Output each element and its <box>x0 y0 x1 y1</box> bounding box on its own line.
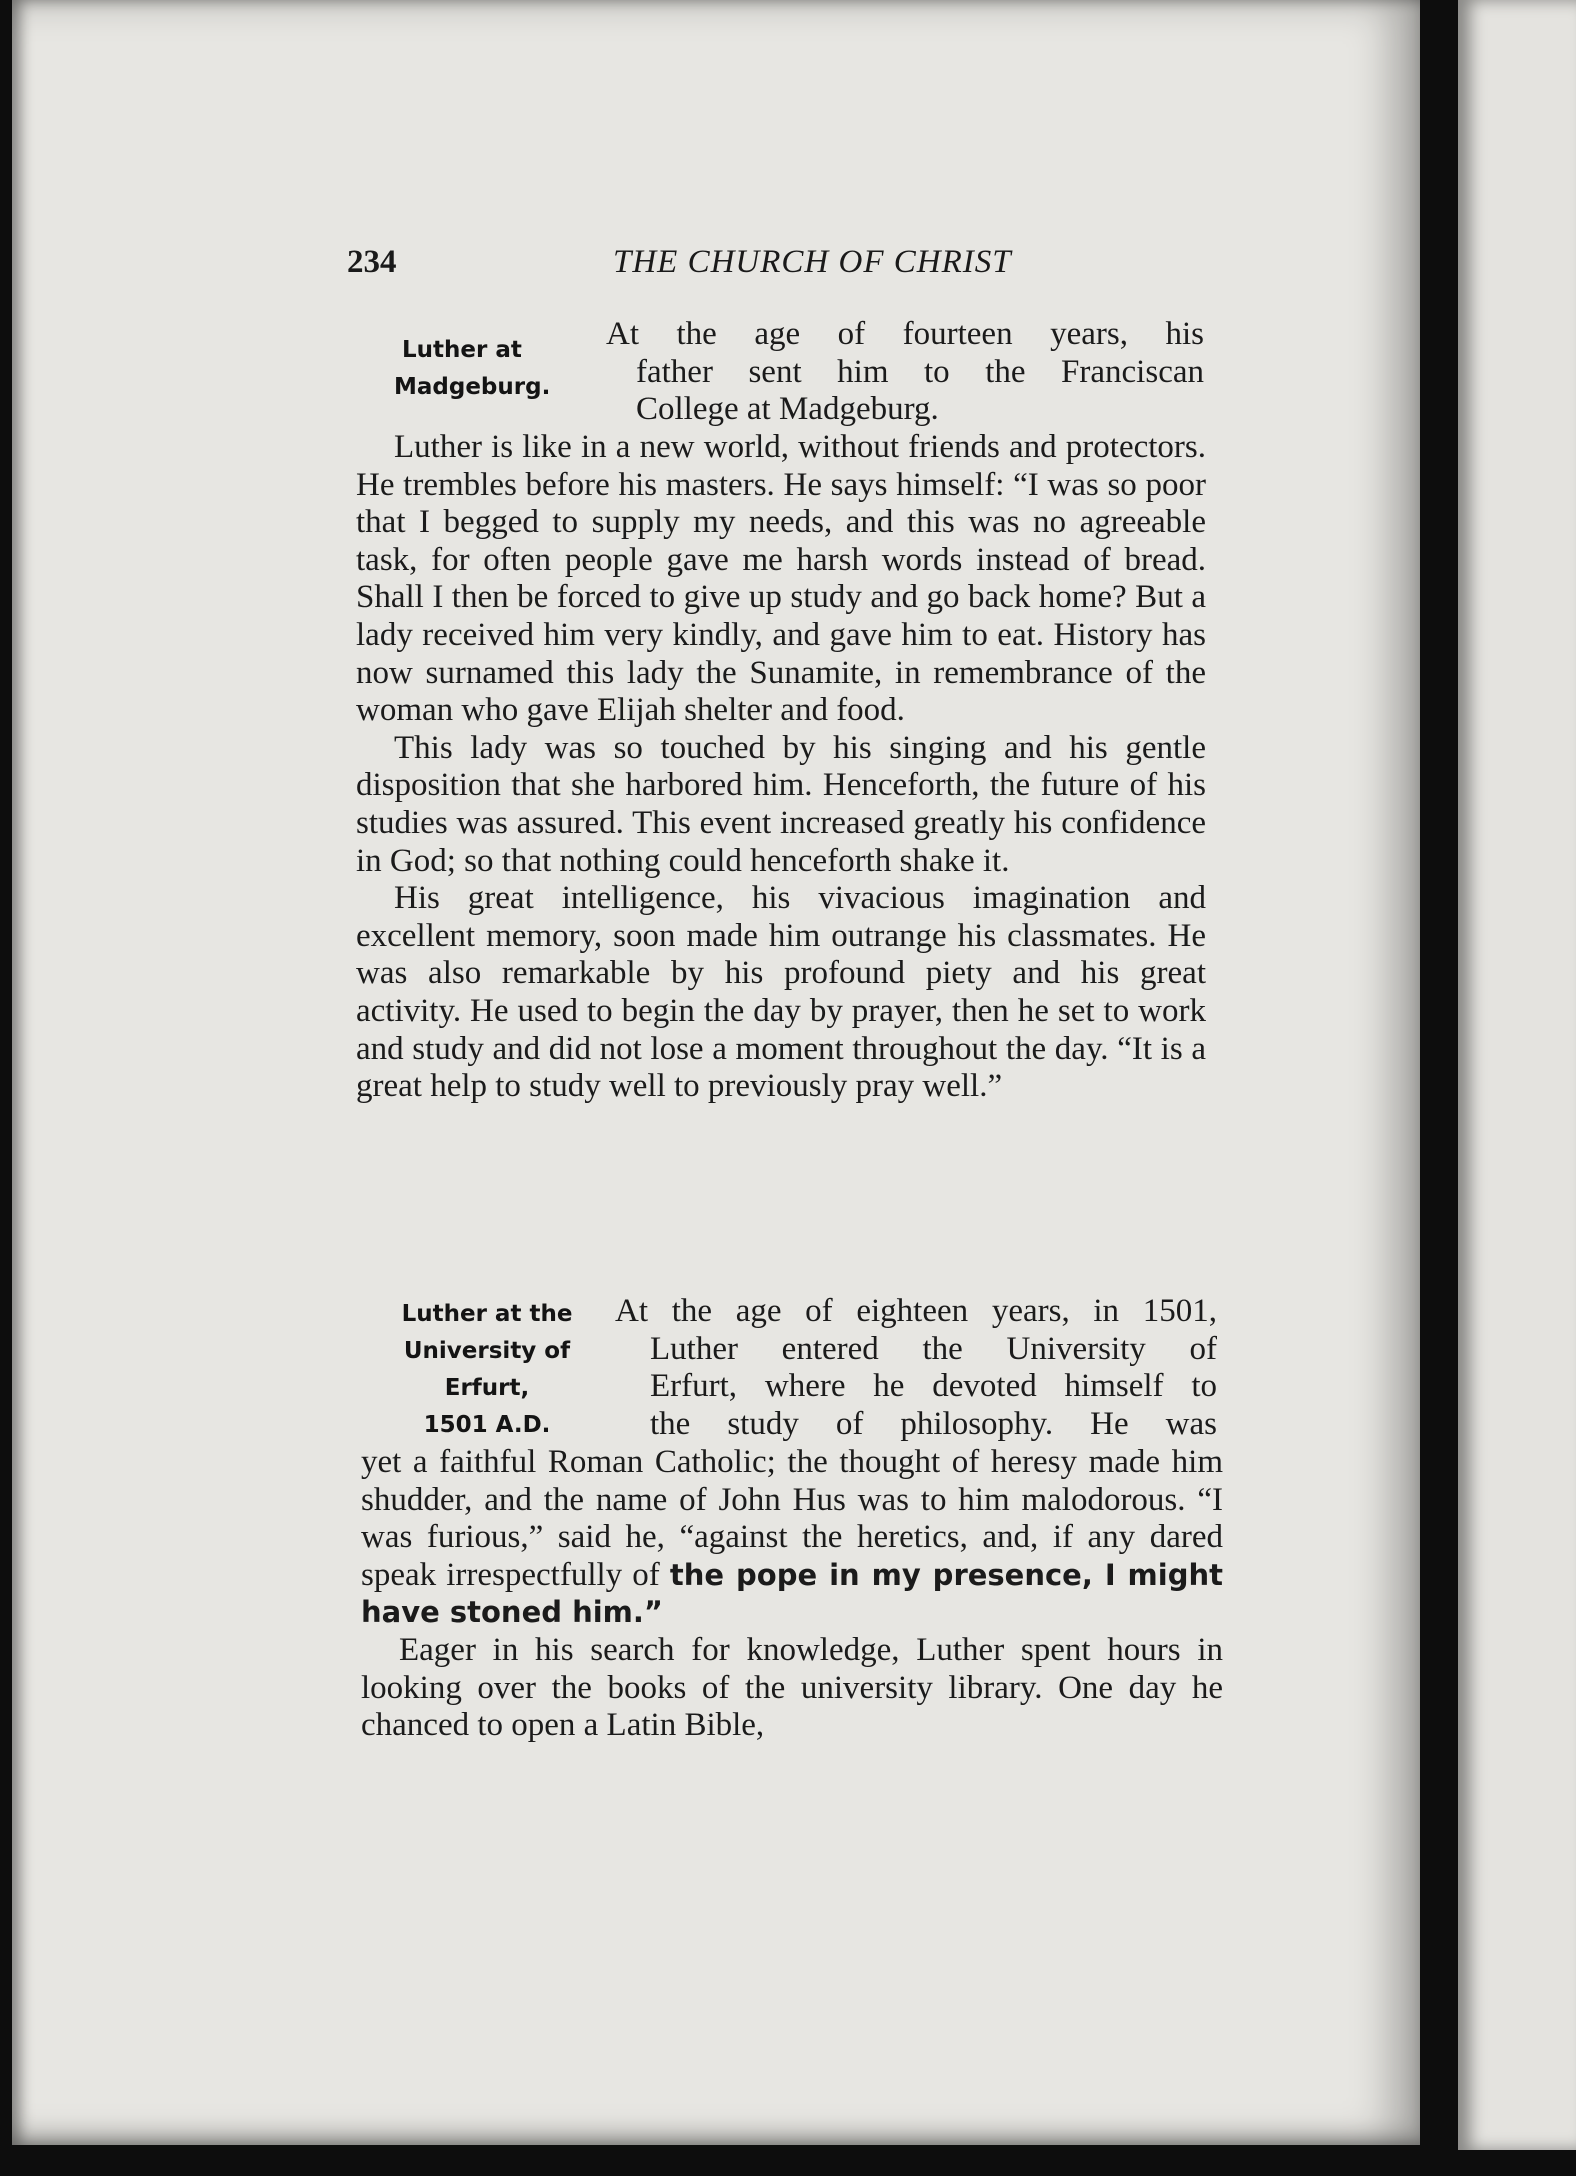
lead-line: At the age of fourteen years, his <box>606 316 1204 352</box>
lead-line: Luther entered the University of <box>650 1330 1217 1367</box>
sidenote-line: 1501 A.D. <box>423 1412 551 1438</box>
page-header <box>347 244 1207 294</box>
section-lead-madgeburg <box>606 316 1204 429</box>
sidenote-madgeburg <box>394 332 551 406</box>
lead-line: At the age of eighteen years, in 1501, <box>615 1293 1217 1329</box>
continuation-bold: the pope in my presence, I might have stoned him.” <box>361 1557 1223 1630</box>
sidenote-line: University of <box>403 1338 571 1364</box>
running-title: THE CHURCH OF CHRIST <box>613 244 1012 280</box>
continuation-text <box>361 1444 1223 1632</box>
lead-line: Erfurt, where he devoted himself to <box>650 1368 1217 1405</box>
section-lead-erfurt <box>615 1293 1217 1443</box>
lead-line: the study of philosophy. He was <box>650 1405 1217 1442</box>
continuation: yet a faithful Roman Catholic; the thought of heresy made him shudder, and the name of John Hus was to him malodorous. “I was furious,” said he, “against the heretics, and, if any dared speak irrespectfully of <box>361 1444 1223 1593</box>
paragraph: This lady was so touched by his singing and his gentle disposition that she harbored him. Henceforth, the future of his studies was assured. This event increased greatly his confidence in God; so that nothing could henceforth shake it. <box>356 729 1206 879</box>
section-body-erfurt <box>361 1444 1223 1745</box>
paragraph: His great intelligence, his vivacious imagination and excellent memory, soon made him outrange his classmates. He was also remarkable by his profound piety and his great activity. He used to begin the day by prayer, then he set to work and study and did not lose a moment throughout the day. “It is a great help to study well to previously pray well.” <box>356 880 1206 1105</box>
page-number: 234 <box>347 244 397 280</box>
lead-line: father sent him to the Franciscan <box>636 353 1204 390</box>
sidenote-line: Luther at <box>402 337 522 363</box>
paragraph: Eager in his search for knowledge, Luther spent hours in looking over the books of the university library. One day he chanced to open a Latin Bible, <box>361 1631 1223 1744</box>
sidenote-line: Luther at the <box>401 1301 573 1327</box>
facing-page-edge <box>1458 0 1576 2150</box>
paragraph: Luther is like in a new world, without friends and protectors. He trembles before his masters. He says himself: “I was so poor that I begged to supply my needs, and this was no agreeable task, for often people gave me harsh words instead of bread. Shall I then be forced to give up study and go back home? But a lady received him very kindly, and gave him to eat. History has now surnamed this lady the Sunamite, in remembrance of the woman who gave Elijah shelter and food. <box>356 429 1206 729</box>
sidenote-line: Erfurt, <box>444 1375 530 1401</box>
sidenote-erfurt <box>372 1296 602 1444</box>
lead-line: College at Madgeburg. <box>636 391 939 428</box>
section-body-madgeburg <box>356 429 1206 1106</box>
sidenote-line: Madgeburg. <box>394 374 551 400</box>
